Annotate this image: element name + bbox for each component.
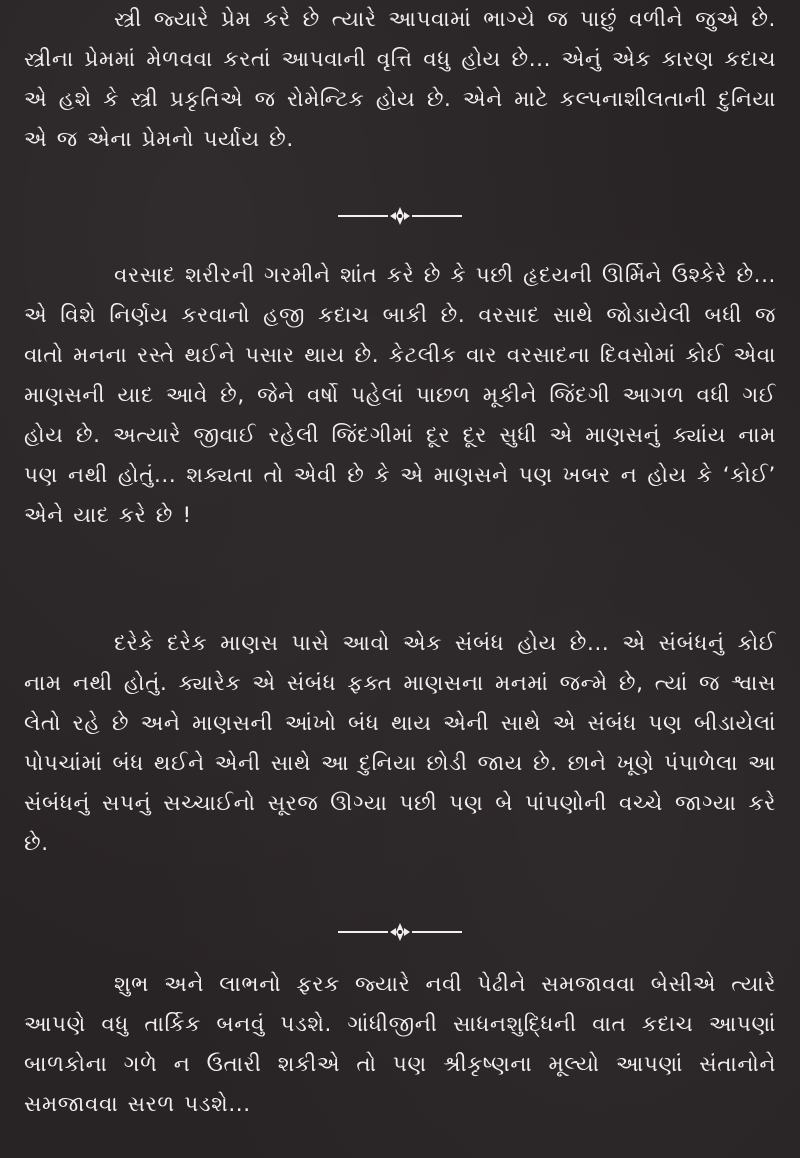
paragraph-romance (24, 0, 776, 160)
divider-line-left (338, 215, 388, 217)
divider-line-right (412, 931, 462, 933)
paragraph-text: દરેકે દરેક માણસ પાસે આવો એક સંબંધ હોય છે... એ સંબંધનું કોઈ નામ નથી હોતું. ક્યારેક એ સંબંધ ફક્ત માણસના મનમાં જન્મે છે, ત્યાં જ શ્વાસ લેતો રહે છે અને માણસની આંખો બંધ થાય એની સાથે એ સંબંધ પણ બીડાયેલાં પોપચાંમાં બંધ થઈને એની સાથે આ દુનિયા છોડી જાય છે. છાને ખૂણે પંપાળેલા આ સંબંધનું સપનું સચ્ચાઈનો સૂરજ ઊગ્યા પછી પણ બે પાંપણોની વચ્ચે જાગ્યા કરે છે. (24, 631, 776, 856)
section-divider (338, 206, 462, 226)
paragraph-text: સ્ત્રી જ્યારે પ્રેમ કરે છે ત્યારે આપવામાં ભાગ્યે જ પાછું વળીને જુએ છે. સ્ત્રીના પ્રેમમાં મેળવવા કરતાં આપવાની વૃત્તિ વધુ હોય છે... એનું એક કારણ કદાચ એ હશે કે સ્ત્રી પ્રકૃતિએ જ રોમેન્ટિક હોય છે. એને માટે કલ્પનાશીલતાની દુનિયા એ જ એના પ્રેમનો પર્યાય છે. (24, 7, 776, 152)
divider-line-left (338, 931, 388, 933)
paragraph-text: શુભ અને લાભનો ફરક જ્યારે નવી પેઢીને સમજાવવા બેસીએ ત્યારે આપણે વધુ તાર્કિક બનવું પડશે. ગાંધીજીની સાધનશુદ્ધિની વાત કદાચ આપણાં બાળકોના ગળે ન ઉતારી શકીએ તો પણ શ્રીકૃષ્ણના મૂલ્યો આપણાં સંતાનોને સમજાવવા સરળ પડશે... (24, 972, 776, 1117)
diamond-flourish-icon (388, 206, 412, 226)
paragraph-values (24, 965, 776, 1125)
section-divider (338, 922, 462, 942)
paragraph-rain (24, 256, 776, 536)
paragraph-text: વરસાદ શરીરની ગરમીને શાંત કરે છે કે પછી હૃદયની ઊર્મિને ઉશ્કેરે છે... એ વિશે નિર્ણય કરવાનો હજી કદાચ બાકી છે. વરસાદ સાથે જોડાયેલી બધી જ વાતો મનના રસ્તે થઈને પસાર થાય છે. કેટલીક વાર વરસાદના દિવસોમાં કોઈ એવા માણસની યાદ આવે છે, જેને વર્ષો પહેલાં પાછળ મૂકીને જિંદગી આગળ વધી ગઈ હોય છે. અત્યારે જીવાઈ રહેલી જિંદગીમાં દૂર દૂર સુધી એ માણસનું ક્યાંય નામ પણ નથી હોતું... શક્યતા તો એવી છે કે એ માણસને પણ ખબર ન હોય કે ‘કોઈ’ એને યાદ કરે છે ! (24, 263, 776, 528)
diamond-flourish-icon (388, 922, 412, 942)
paragraph-relationship (24, 624, 776, 864)
divider-line-right (412, 215, 462, 217)
